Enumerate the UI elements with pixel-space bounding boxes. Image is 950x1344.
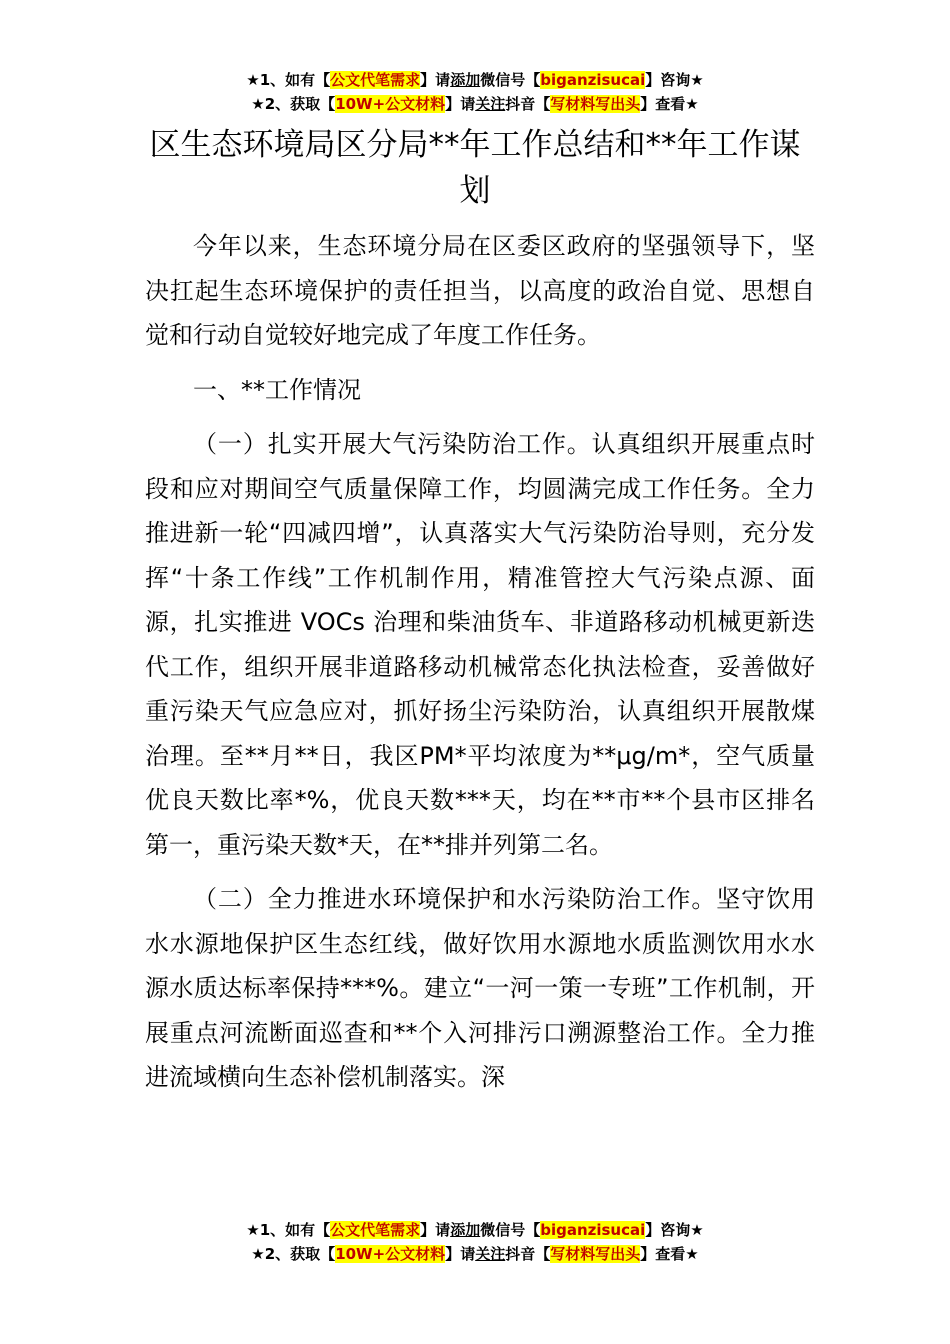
promo-line-2 [0, 92, 950, 116]
promo-wechat-id: biganzisucai [540, 71, 646, 89]
promo-text: 】请 [420, 71, 451, 89]
promo-text: 微信号【 [480, 1221, 541, 1239]
promo-text: 抖音【 [505, 95, 551, 113]
promo-text: 】咨询★ [645, 71, 704, 89]
promo-text: ★1、如有【 [246, 1221, 331, 1239]
promo-text: 微信号【 [480, 71, 541, 89]
document-body [145, 224, 815, 1100]
promo-text: 】请 [445, 1245, 476, 1263]
promo-line-1 [0, 1218, 950, 1242]
section-heading: 一、**工作情况 [193, 375, 361, 404]
promo-text: ★2、获取【 [251, 1245, 336, 1263]
promo-line-2 [0, 1242, 950, 1266]
promo-text: 抖音【 [505, 1245, 551, 1263]
promo-underlined: 添加 [450, 71, 481, 89]
promo-douyin-id: 写材料写出头 [550, 95, 641, 113]
promo-text: 】查看★ [640, 95, 699, 113]
promo-text: 】请 [445, 95, 476, 113]
promo-footer [0, 1218, 950, 1266]
promo-highlight: 10W+公文材料 [335, 1245, 446, 1263]
promo-douyin-id: 写材料写出头 [550, 1245, 641, 1263]
promo-text: ★2、获取【 [251, 95, 336, 113]
promo-highlight: 公文代笔需求 [330, 1221, 421, 1239]
promo-text: 】咨询★ [645, 1221, 704, 1239]
promo-text: 】查看★ [640, 1245, 699, 1263]
promo-underlined: 添加 [450, 1221, 481, 1239]
intro-paragraph: 今年以来，生态环境分局在区委区政府的坚强领导下，坚决扛起生态环境保护的责任担当，以高度的政治自觉、思想自觉和行动自觉较好地完成了年度工作任务。 [145, 232, 815, 349]
promo-highlight: 公文代笔需求 [330, 71, 421, 89]
promo-underlined: 关注 [475, 1245, 506, 1263]
promo-highlight: 10W+公文材料 [335, 95, 446, 113]
promo-underlined: 关注 [475, 95, 506, 113]
body-paragraph-water: （二）全力推进水环境保护和水污染防治工作。坚守饮用水水源地保护区生态红线，做好饮用水源地水质监测饮用水水源水质达标率保持***%。建立“一河一策一专班”工作机制，开展重点河流断面巡查和**个入河排污口溯源整治工作。全力推进流域横向生态补偿机制落实。深 [145, 885, 815, 1091]
body-paragraph-air: （一）扎实开展大气污染防治工作。认真组织开展重点时段和应对期间空气质量保障工作，均圆满完成工作任务。全力推进新一轮“四减四增”，认真落实大气污染防治导则，充分发挥“十条工作线”工作机制作用，精准管控大气污染点源、面源，扎实推进 VOCs 治理和柴油货车、非道路移动机械更新迭代工作，组织开展非道路移动机械常态化执法检查，妥善做好重污染天气应急应对，抓好扬尘污染防治，认真组织开展散煤治理。至**月**日，我区PM*平均浓度为**μg/m*，空气质量优良天数比率*%，优良天数***天，均在**市**个县市区排名第一，重污染天数*天，在**排并列第二名。 [145, 430, 815, 859]
document-title: 区生态环境局区分局**年工作总结和**年工作谋划 [149, 127, 801, 209]
promo-wechat-id: biganzisucai [540, 1221, 646, 1239]
promo-text: 】请 [420, 1221, 451, 1239]
promo-line-1 [0, 68, 950, 92]
promo-header [0, 68, 950, 116]
promo-text: ★1、如有【 [246, 71, 331, 89]
